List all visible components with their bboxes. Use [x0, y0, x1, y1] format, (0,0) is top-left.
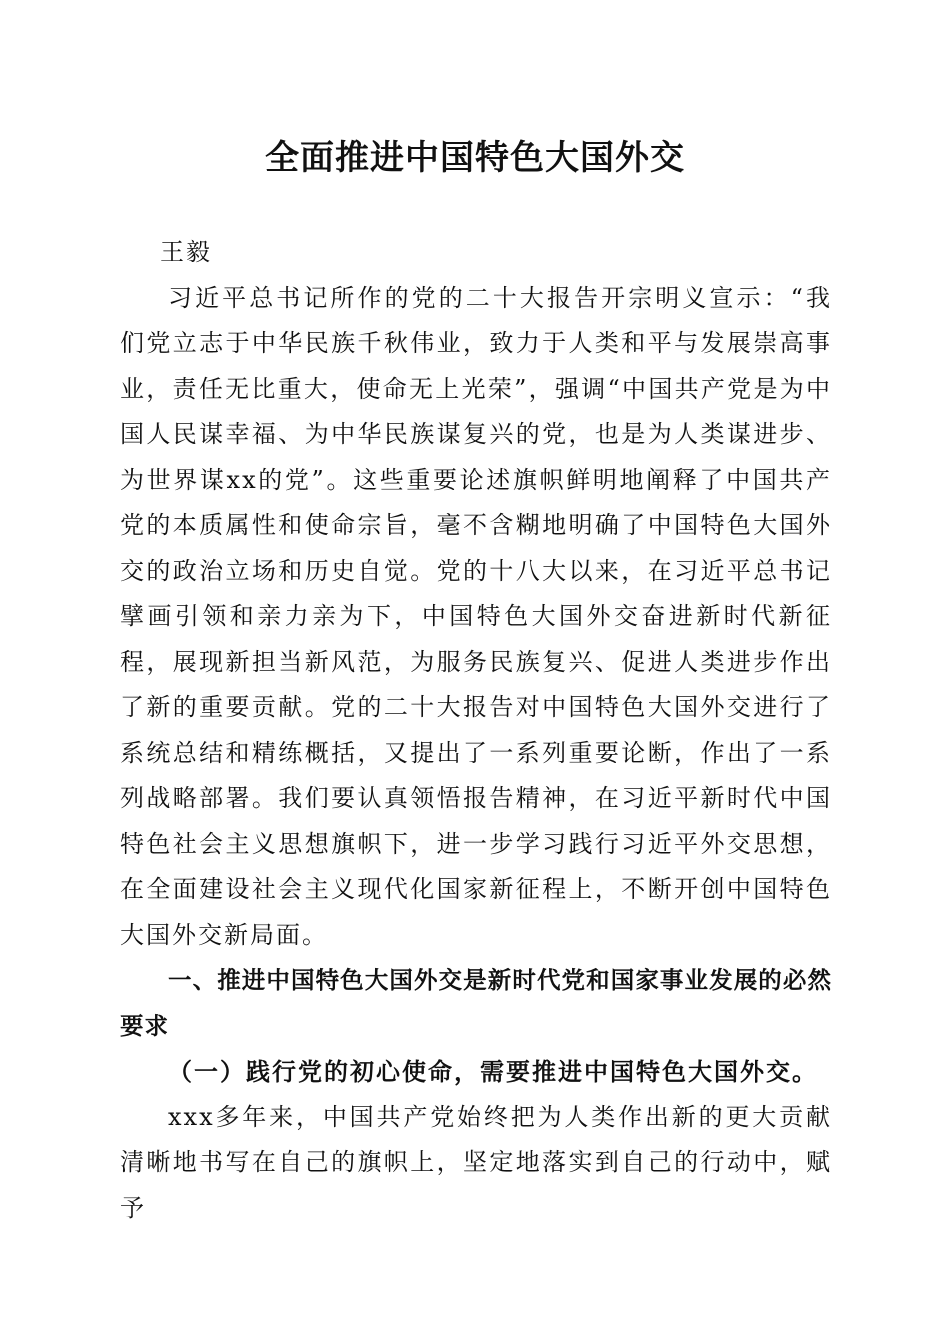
- section-heading: 一、推进中国特色大国外交是新时代党和国家事业发展的必然要求: [120, 966, 832, 1040]
- subsection-heading: （一）践行党的初心使命，需要推进中国特色大国外交。: [168, 1057, 818, 1086]
- author-name: 王毅: [160, 238, 212, 266]
- intro-paragraph: 习近平总书记所作的党的二十大报告开宗明义宣示：“我们党立志于中华民族千秋伟业，致力于人类和平与发展崇高事业，责任无比重大，使命无上光荣”，强调“中国共产党是为中国人民谋幸福、为中华民族谋复兴的党，也是为人类谋进步、为世界谋xx的党”。这些重要论述旗帜鲜明地阐释了中国共产党的本质属性和使命宗旨，毫不含糊地明确了中国特色大国外交的政治立场和历史自觉。党的十八大以来，在习近平总书记擘画引领和亲力亲为下，中国特色大国外交奋进新时代新征程，展现新担当新风范，为服务民族复兴、促进人类进步作出了新的重要贡献。党的二十大报告对中国特色大国外交进行了系统总结和精练概括，又提出了一系列重要论断，作出了一系列战略部署。我们要认真领悟报告精神，在习近平新时代中国特色社会主义思想旗帜下，进一步学习践行习近平外交思想，在全面建设社会主义现代化国家新征程上，不断开创中国特色大国外交新局面。: [120, 283, 832, 949]
- document-title: 全面推进中国特色大国外交: [265, 138, 685, 178]
- subsection-paragraph: xxx多年来，中国共产党始终把为人类作出新的更大贡献清晰地书写在自己的旗帜上，坚定地落实到自己的行动中，赋予: [120, 1102, 832, 1222]
- document-body: [120, 230, 832, 1231]
